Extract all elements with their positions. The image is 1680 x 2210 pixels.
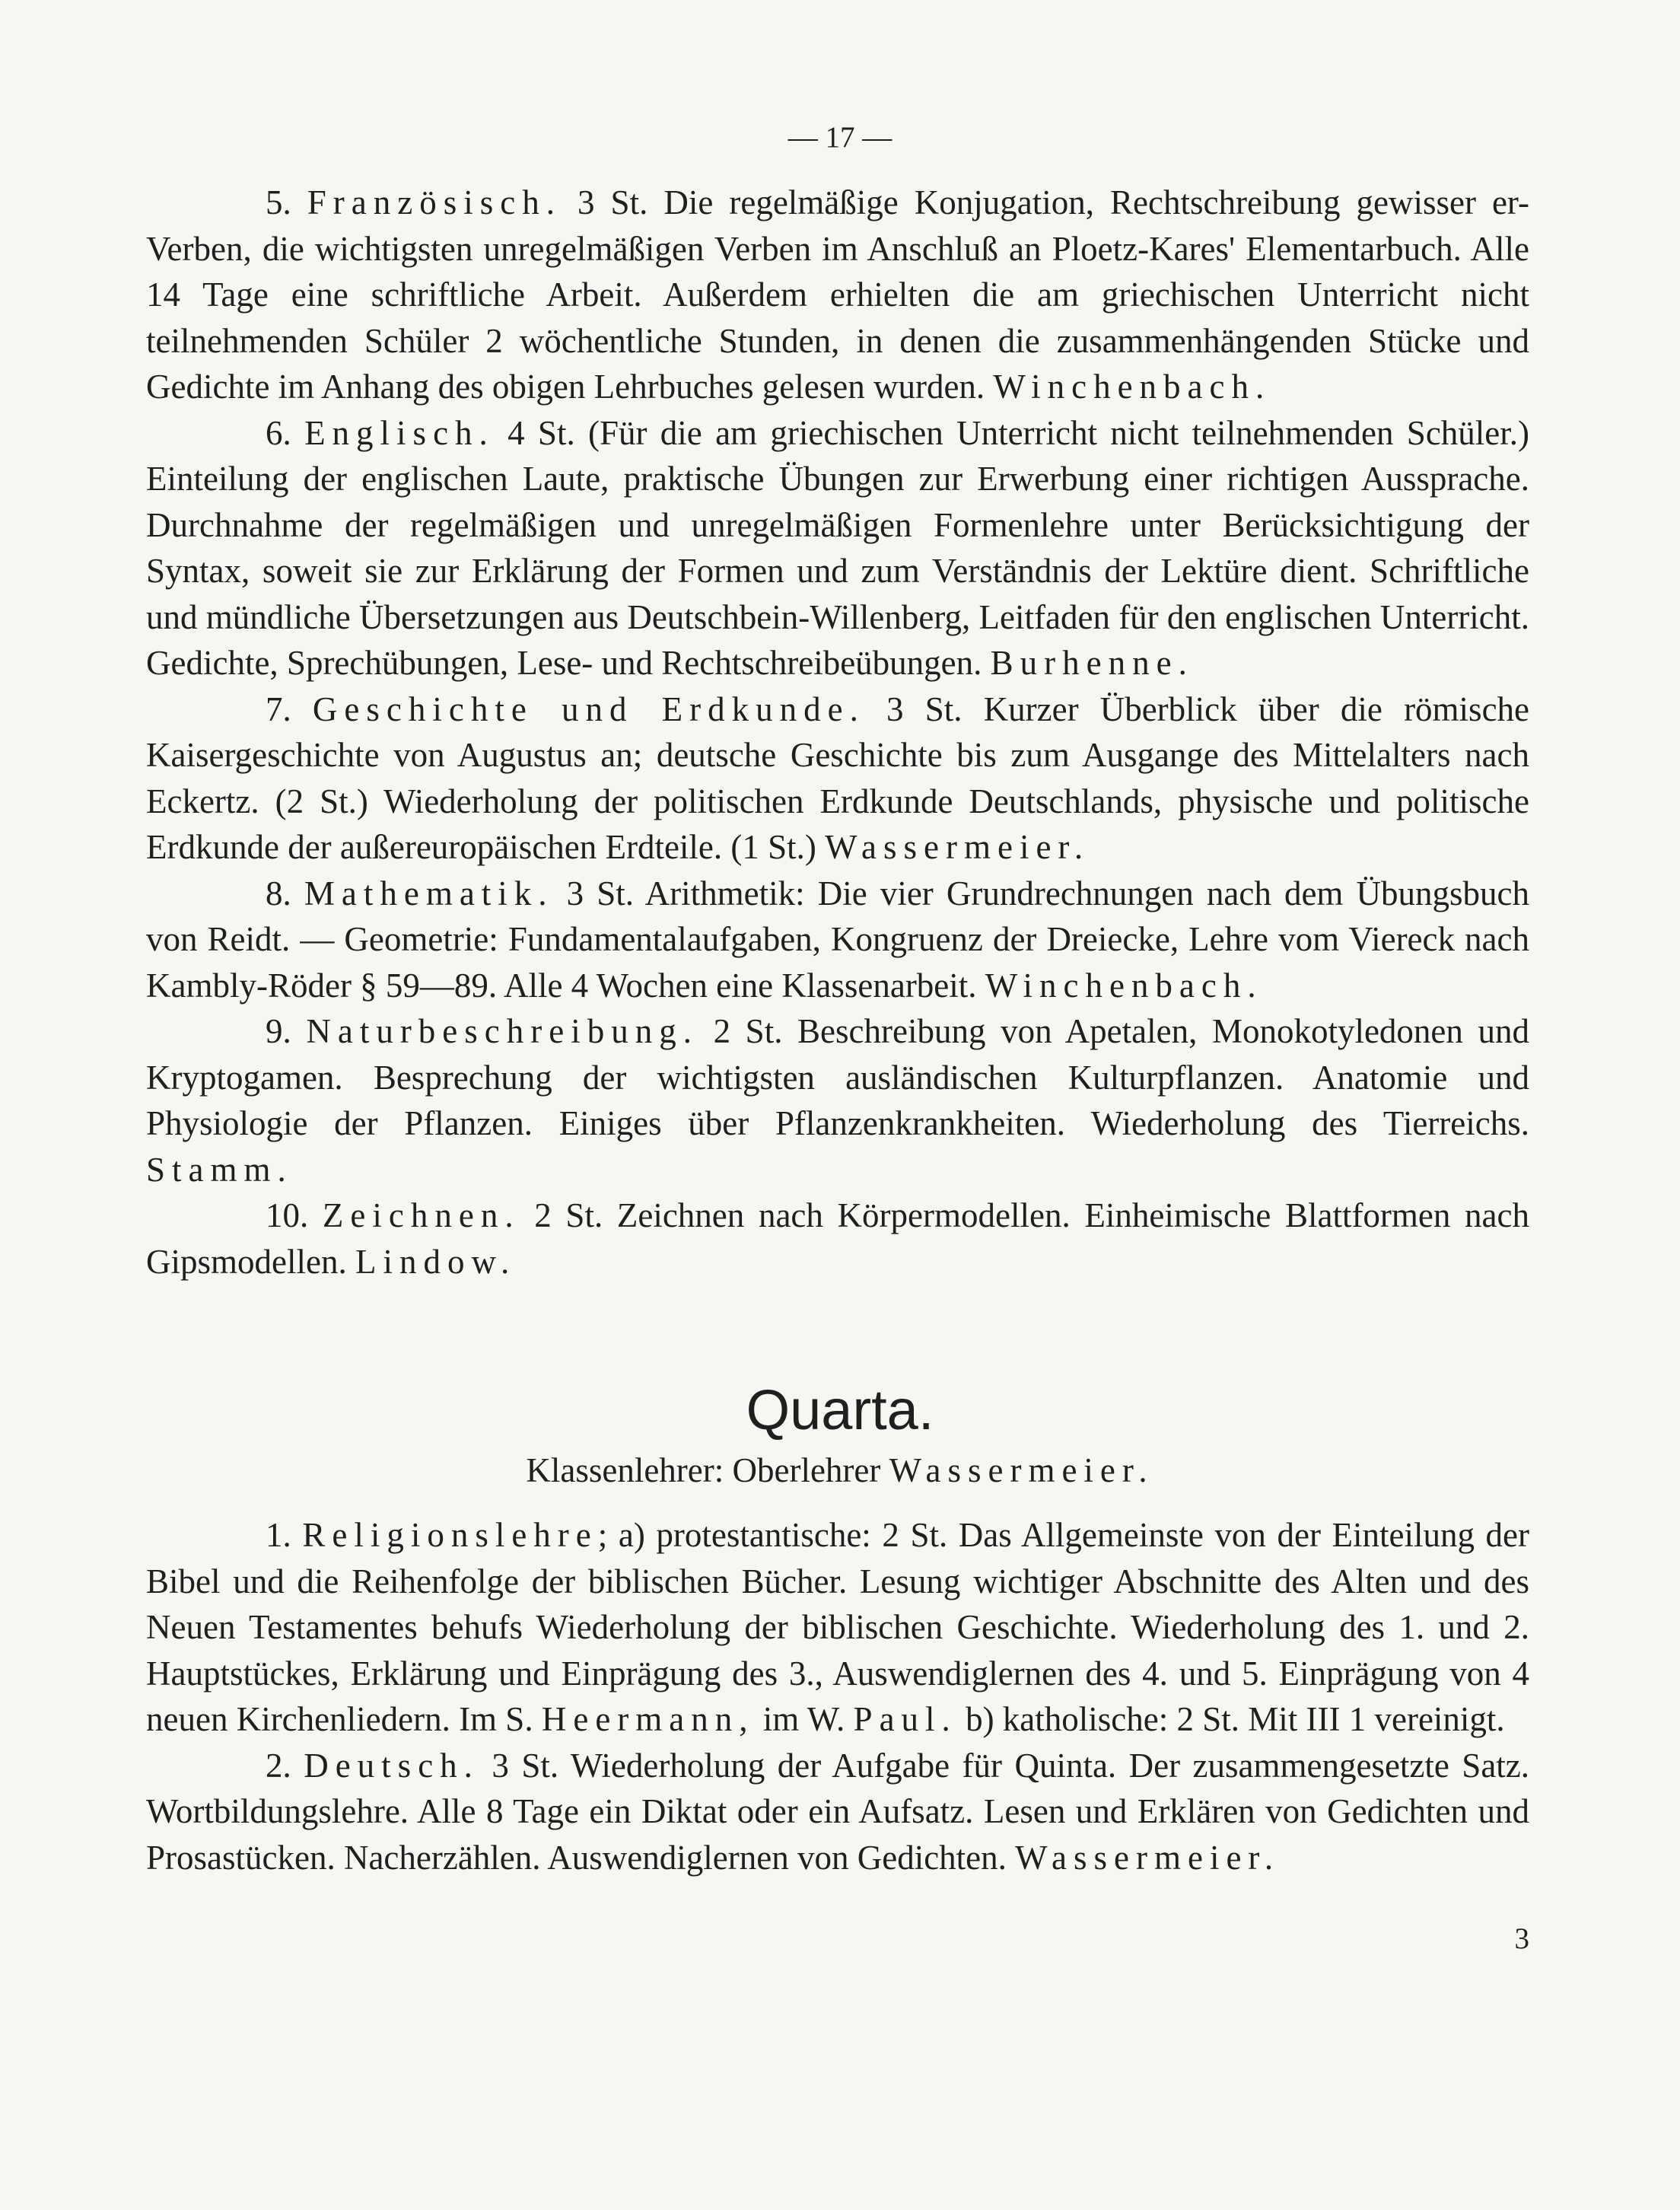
- item-text: ; a) protestantische: 2 St. Das Allgemeinste von der Einteilung der Bibel und die Reihenfolge der biblischen Bücher. Lesung wichtiger Abschnitte des Alten und des Neuen Testamentes behufs Wiederholung der biblischen Geschichte. Wiederholung des 1. und 2. Hauptstückes, Erklärung und Einprägung des 3., Auswendiglernen des 4. und 5. Einprägung von 4 neuen Kirchenliedern. Im S.: [146, 1516, 1530, 1738]
- subject-name: Religionslehre: [302, 1516, 598, 1554]
- page-number: — 17 —: [788, 121, 892, 154]
- class-teacher-name: Wassermeier.: [889, 1451, 1154, 1489]
- teacher-name: Winchenbach.: [985, 966, 1263, 1005]
- subject-name: Mathematik.: [304, 874, 554, 912]
- item-text: 3 St. Arithmetik: Die vier Grundrechnungen nach dem Übungsbuch von Reidt. — Geometrie: Fundamentalaufgaben, Kongruenz der Dreiecke, Lehre vom Viereck nach Kambly-Röder § 59—89. Alle 4 Wochen eine Klassenarbeit.: [146, 874, 1530, 1005]
- item-englisch: [146, 410, 1529, 686]
- teacher-name: Lindow.: [355, 1242, 517, 1281]
- item-text: im W.: [762, 1700, 845, 1738]
- item-text: 3 St. Wiederholung der Aufgabe für Quinta. Der zusammengesetzte Satz. Wortbildungslehre. Alle 8 Tage ein Diktat oder ein Aufsatz. Lesen und Erklären von Gedichten und Prosastücken. Nacherzählen. Auswendiglernen von Gedichten.: [146, 1746, 1530, 1877]
- item-number: 10.: [266, 1196, 309, 1234]
- item-text: 3 St. Kurzer Überblick über die römische Kaisergeschichte von Augustus an; deutsche Geschichte bis zum Ausgange des Mittelalters nach Eckertz. (2 St.) Wiederholung der politischen Erdkunde Deutschlands, physische und politische Erdkunde der außereuropäischen Erdteile. (1 St.): [146, 689, 1530, 866]
- item-number: 5.: [266, 183, 291, 221]
- class-teacher-line: [0, 1447, 1680, 1493]
- item-text: 4 St. (Für die am griechischen Unterricht nicht teilnehmenden Schüler.) Einteilung der englischen Laute, praktische Übungen zur Erwerbung einer richtigen Aussprache. Durchnahme der regelmäßigen und unregelmäßigen Formenlehre unter Berücksichtigung der Syntax, soweit sie zur Erklärung der Formen und zum Verständnis der Lektüre dient. Schriftliche und mündliche Übersetzungen aus Deutschbein-Willenberg, Leitfaden für den englischen Unterricht. Gedichte, Sprechübungen, Lese- und Rechtschreibeübungen.: [146, 413, 1530, 682]
- teacher-name: Paul.: [853, 1700, 957, 1738]
- item-number: 1.: [266, 1516, 291, 1554]
- teacher-name: Winchenbach.: [993, 368, 1271, 406]
- item-number: 7.: [266, 689, 291, 728]
- item-zeichnen: [146, 1193, 1529, 1285]
- signature-mark: 3: [1514, 1922, 1529, 1955]
- item-text: 3 St. Die regelmäßige Konjugation, Rechtschreibung gewisser er-Verben, die wichtigsten unregelmäßigen Verben im Anschluß an Ploetz-Kares' Elementarbuch. Alle 14 Tage eine schriftliche Arbeit. Außerdem erhielten die am griechischen Unterricht nicht teilnehmenden Schüler 2 wöchentliche Stunden, in denen die zusammenhängenden Stücke und Gedichte im Anhang des obigen Lehrbuches gelesen wurden.: [146, 183, 1530, 406]
- quarta-curriculum: [146, 1512, 1529, 1880]
- item-number: 6.: [266, 413, 291, 452]
- item-text: b) katholische: 2 St. Mit III 1 vereinigt.: [966, 1700, 1505, 1738]
- item-geschichte: [146, 686, 1529, 871]
- item-religionslehre: [146, 1512, 1529, 1743]
- section-title: Quarta.: [746, 1378, 934, 1441]
- item-text: 2 St. Beschreibung von Apetalen, Monokotyledonen und Kryptogamen. Besprechung der wichtigsten ausländischen Kulturpflanzen. Anatomie und Physiologie der Pflanzen. Einiges über Pflanzenkrankheiten. Wiederholung des Tierreichs.: [146, 1012, 1529, 1142]
- subject-name: Naturbeschreibung.: [306, 1012, 698, 1050]
- subject-name: Zeichnen.: [322, 1196, 520, 1234]
- item-deutsch: [146, 1743, 1529, 1881]
- item-franzoesisch: [146, 180, 1529, 410]
- upper-curriculum: [146, 180, 1529, 1285]
- class-teacher-label: Klassenlehrer: Oberlehrer: [526, 1451, 881, 1489]
- teacher-name: Wassermeier.: [825, 828, 1090, 866]
- teacher-name: Burhenne.: [990, 644, 1194, 682]
- subject-name: Französisch.: [307, 183, 562, 221]
- item-naturbeschreibung: [146, 1008, 1529, 1193]
- item-number: 8.: [266, 874, 291, 912]
- subject-name: Geschichte und Erdkunde.: [312, 689, 865, 728]
- item-text: 2 St. Zeichnen nach Körpermodellen. Einheimische Blattformen nach Gipsmodellen.: [146, 1196, 1530, 1281]
- teacher-name: Heermann,: [541, 1700, 755, 1738]
- teacher-name: Stamm.: [146, 1150, 293, 1189]
- item-number: 2.: [266, 1746, 291, 1785]
- subject-name: Deutsch.: [304, 1746, 479, 1785]
- item-mathematik: [146, 871, 1529, 1009]
- teacher-name: Wassermeier.: [1015, 1838, 1281, 1877]
- item-number: 9.: [266, 1012, 291, 1050]
- subject-name: Englisch.: [304, 413, 495, 452]
